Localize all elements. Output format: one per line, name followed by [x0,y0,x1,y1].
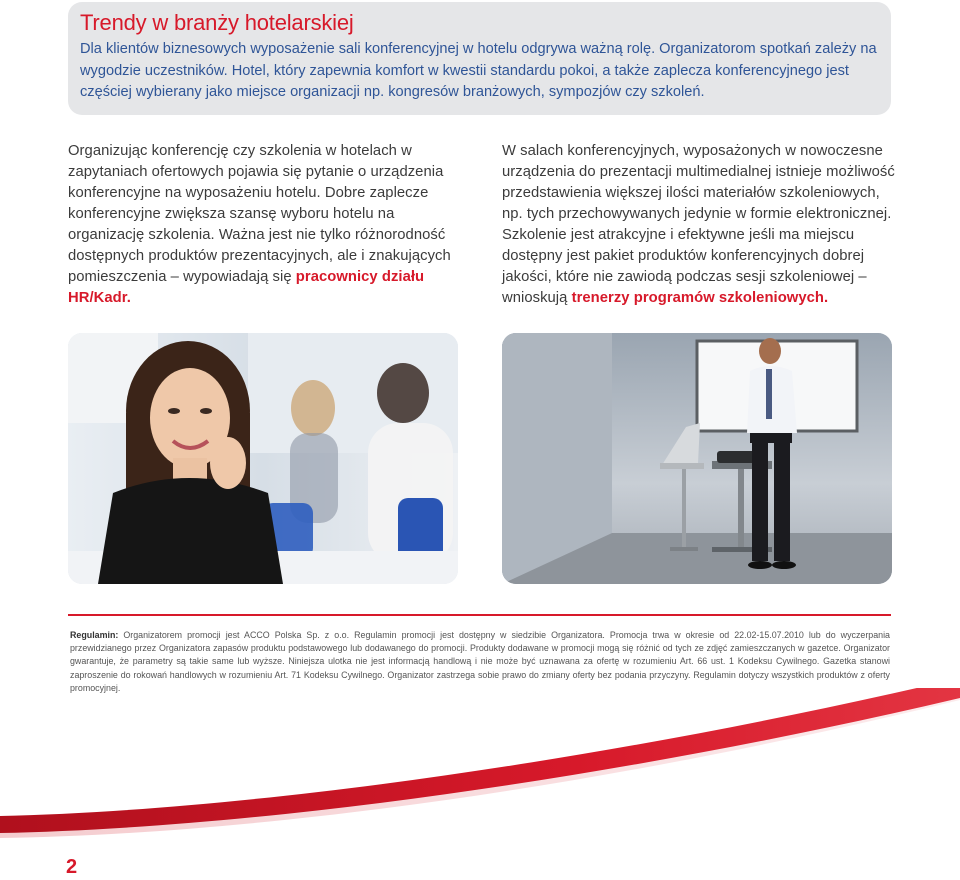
left-column-text [68,141,468,309]
footer-body: Organizatorem promocji jest ACCO Polska Sp. z o.o. Regulamin promocji jest dostępny w siedzibie Organizatora. Promocja trwa w okresie od 22.02-15.07.2010 lub do wyczerpania przewidzianego przez Organizatora zapasów produktu podstawowego lub dodawanego do promocji. Produkty dodawane w promocji mogą się różnić od tych ze zdjęć zamieszczanych w gazetce. Organizator gwarantuje, że parametry są takie same lub wyższe. Niniejsza ulotka nie jest informacją handlową i nie może być uznawana za ofertę w rozumieniu Art. 66 ust. 1 Kodeksu Cywilnego. Gazetka stanowi zaproszenie do rokowań handlowych w rozumieniu Art. 71 Kodeksu Cywilnego. Organizator zastrzega sobie prawo do zmiany oferty bez podania przyczyny. Regulamin dotyczy wszystkich produktów z oferty promocyjnej. [70,630,890,693]
intro-box [68,2,891,115]
intro-title: Trendy w branży hotelarskiej [80,10,354,35]
decorative-swoosh [0,688,960,838]
footer-regulations [70,629,890,695]
footer-label: Regulamin: [70,630,119,640]
right-column-body: W salach konferencyjnych, wyposażonych w nowoczesne urządzenia do prezentacji multimedialnej istnieje możliwość przedstawienia większej ilości materiałów szkoleniowych, np. tych przechowywanych jedynie w formie elektronicznej. Szkolenie jest atrakcyjne i efektywne jeśli ma miejscu dostępny jest pakiet produktów konferencyjnych dobrej jakości, które nie zawiodą podczas sesji szkoleniowej – wnioskują [502,143,895,306]
page-number: 2 [66,856,78,878]
photo-presenter [502,333,892,584]
left-column-highlight: pracownicy działu HR/Kadr. [68,269,425,306]
right-column-text [502,141,902,309]
intro-text: Dla klientów biznesowych wyposażenie sali konferencyjnej w hotelu odgrywa ważną rolę. Organizatorom spotkań zależy na wygodzie uczestników. Hotel, który zapewnia komfort w kwestii standardu pokoi, a także zaplecza konferencyjnego jest częściej wybierany jako miejsce organizacji np. kongresów branżowych, sympozjów czy szkoleń. [80,41,877,100]
photo-businesswoman [68,333,458,584]
footer-divider [68,614,891,616]
left-column-body: Organizując konferencję czy szkolenia w hotelach w zapytaniach ofertowych pojawia się pytanie o urządzenia konferencyjne na wyposażeniu hotelu. Dobre zaplecze konferencyjne zwiększa szansę wyboru hotelu na organizację szkolenia. Ważna jest nie tylko różnorodność dostępnych produktów prezentacyjnych, ale i znakujących pomieszczenia – wypowiadają się [68,143,451,285]
right-column-highlight: trenerzy programów szkoleniowych. [571,290,829,306]
